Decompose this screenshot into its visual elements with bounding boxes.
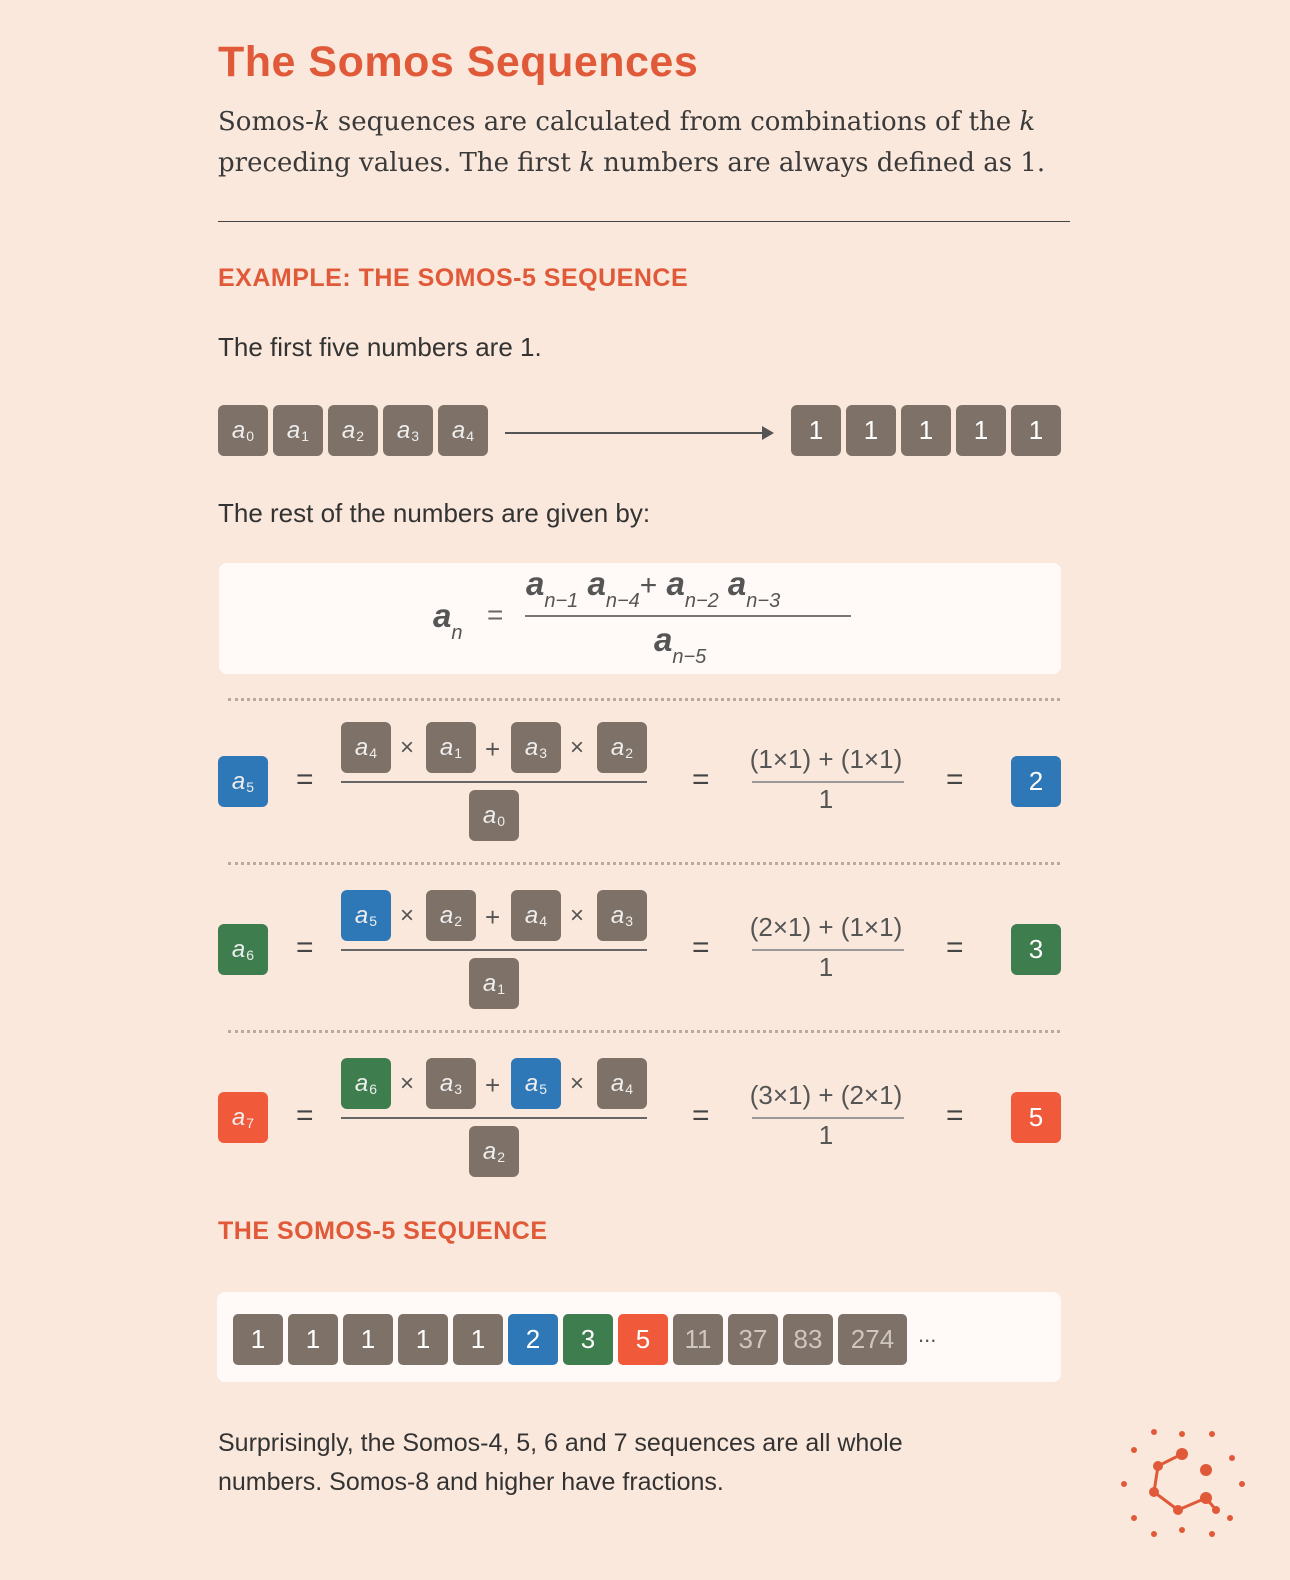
formula-numerator: $a_{n-1}$ $a_{n-4}+ a_{n-2}$ $a_{n-3}$ <box>526 565 781 612</box>
fraction-bar <box>752 1117 904 1119</box>
value-box: 1 <box>956 405 1006 456</box>
dotted-divider <box>228 698 1060 701</box>
molecule-icon <box>1118 1428 1248 1544</box>
first-five-text: The first five numbers are 1. <box>218 332 542 362</box>
variable-box: a $_1$ <box>469 958 519 1009</box>
variable-box: a $_3$ <box>511 722 561 773</box>
variable-box: a $_7$ <box>218 1092 268 1143</box>
variable-box: a $_5$ <box>341 890 391 941</box>
variable-box: a $_2$ <box>469 1126 519 1177</box>
result-box: 5 <box>1011 1092 1061 1143</box>
times-sign: × <box>570 734 585 761</box>
dotted-divider <box>228 1030 1060 1033</box>
variable-box: a $_2$ <box>597 722 647 773</box>
equals-sign: = <box>946 1099 964 1132</box>
equals-sign: = <box>692 931 710 964</box>
sequence-item: 37 <box>728 1314 778 1365</box>
dotted-divider <box>228 862 1060 865</box>
rest-text: The rest of the numbers are given by: <box>218 498 651 528</box>
divider <box>218 221 1070 222</box>
variable-box: a $_4$ <box>438 405 488 456</box>
sequence-item: 83 <box>783 1314 833 1365</box>
times-sign: × <box>570 1070 585 1097</box>
equals-sign: = <box>296 763 314 796</box>
sequence-item: 1 <box>343 1314 393 1365</box>
footer-text: Surprisingly, the Somos-4, 5, 6 and 7 sequences are all whole numbers. Somos-8 and higher have fractions. <box>218 1429 903 1496</box>
variable-box: a $_2$ <box>328 405 378 456</box>
intro-text: Somos-k sequences are calculated from combinations of the k preceding values. The first k numbers are always defined as 1. <box>218 107 1046 178</box>
fraction-bar <box>341 949 647 951</box>
plus-sign: + <box>485 1070 501 1100</box>
equals-sign: = <box>692 763 710 796</box>
variable-box: a $_4$ <box>597 1058 647 1109</box>
calc-numerator: (1×1) + (1×1) <box>749 744 903 774</box>
calc-numerator: (2×1) + (1×1) <box>749 912 903 942</box>
variable-box: a $_3$ <box>426 1058 476 1109</box>
variable-box: a $_4$ <box>511 890 561 941</box>
variable-box: a $_3$ <box>383 405 433 456</box>
sequence-heading: THE SOMOS-5 SEQUENCE <box>218 1217 548 1245</box>
value-box: 1 <box>846 405 896 456</box>
result-box: 3 <box>1011 924 1061 975</box>
value-box: 1 <box>1011 405 1061 456</box>
sequence-item: 1 <box>398 1314 448 1365</box>
formula-denominator: $a_{n-5}$ <box>654 621 707 668</box>
variable-box: a $_1$ <box>426 722 476 773</box>
arrow-line <box>505 432 763 434</box>
plus-sign: + <box>485 734 501 764</box>
variable-box: a $_5$ <box>511 1058 561 1109</box>
formula-equals: = <box>487 599 504 630</box>
sequence-item: 3 <box>563 1314 613 1365</box>
variable-box: a $_6$ <box>341 1058 391 1109</box>
times-sign: × <box>400 734 415 761</box>
value-box: 1 <box>901 405 951 456</box>
equals-sign: = <box>296 1099 314 1132</box>
sequence-item: 5 <box>618 1314 668 1365</box>
equals-sign: = <box>296 931 314 964</box>
sequence-item: 1 <box>288 1314 338 1365</box>
sequence-ellipsis: ... <box>918 1322 937 1347</box>
calc-numerator: (3×1) + (2×1) <box>749 1080 903 1110</box>
page-title: The Somos Sequences <box>218 38 699 86</box>
variable-box: a $_6$ <box>218 924 268 975</box>
fraction-bar <box>752 949 904 951</box>
times-sign: × <box>400 1070 415 1097</box>
variable-box: a $_3$ <box>597 890 647 941</box>
equals-sign: = <box>946 931 964 964</box>
sequence-item: 1 <box>233 1314 283 1365</box>
sequence-item: 11 <box>673 1314 723 1365</box>
variable-box: a $_2$ <box>426 890 476 941</box>
fraction-bar <box>341 1117 647 1119</box>
variable-box: a $_1$ <box>273 405 323 456</box>
variable-box: a $_4$ <box>341 722 391 773</box>
fraction-bar <box>341 781 647 783</box>
sequence-item: 274 <box>838 1314 907 1365</box>
formula-panel <box>219 563 1061 674</box>
plus-sign: + <box>485 902 501 932</box>
fraction-bar <box>752 781 904 783</box>
sequence-item: 1 <box>453 1314 503 1365</box>
calc-denominator: 1 <box>818 1120 834 1150</box>
value-box: 1 <box>791 405 841 456</box>
sequence-item: 2 <box>508 1314 558 1365</box>
times-sign: × <box>400 902 415 929</box>
variable-box: a $_0$ <box>469 790 519 841</box>
times-sign: × <box>570 902 585 929</box>
formula-fraction-bar <box>525 615 851 617</box>
variable-box: a $_0$ <box>218 405 268 456</box>
equals-sign: = <box>692 1099 710 1132</box>
example-heading: EXAMPLE: THE SOMOS-5 SEQUENCE <box>218 264 689 292</box>
calc-denominator: 1 <box>818 952 834 982</box>
arrow-icon <box>762 426 774 440</box>
formula-lhs: $a_n$ <box>433 597 463 644</box>
calc-denominator: 1 <box>818 784 834 814</box>
variable-box: a $_5$ <box>218 756 268 807</box>
result-box: 2 <box>1011 756 1061 807</box>
equals-sign: = <box>946 763 964 796</box>
